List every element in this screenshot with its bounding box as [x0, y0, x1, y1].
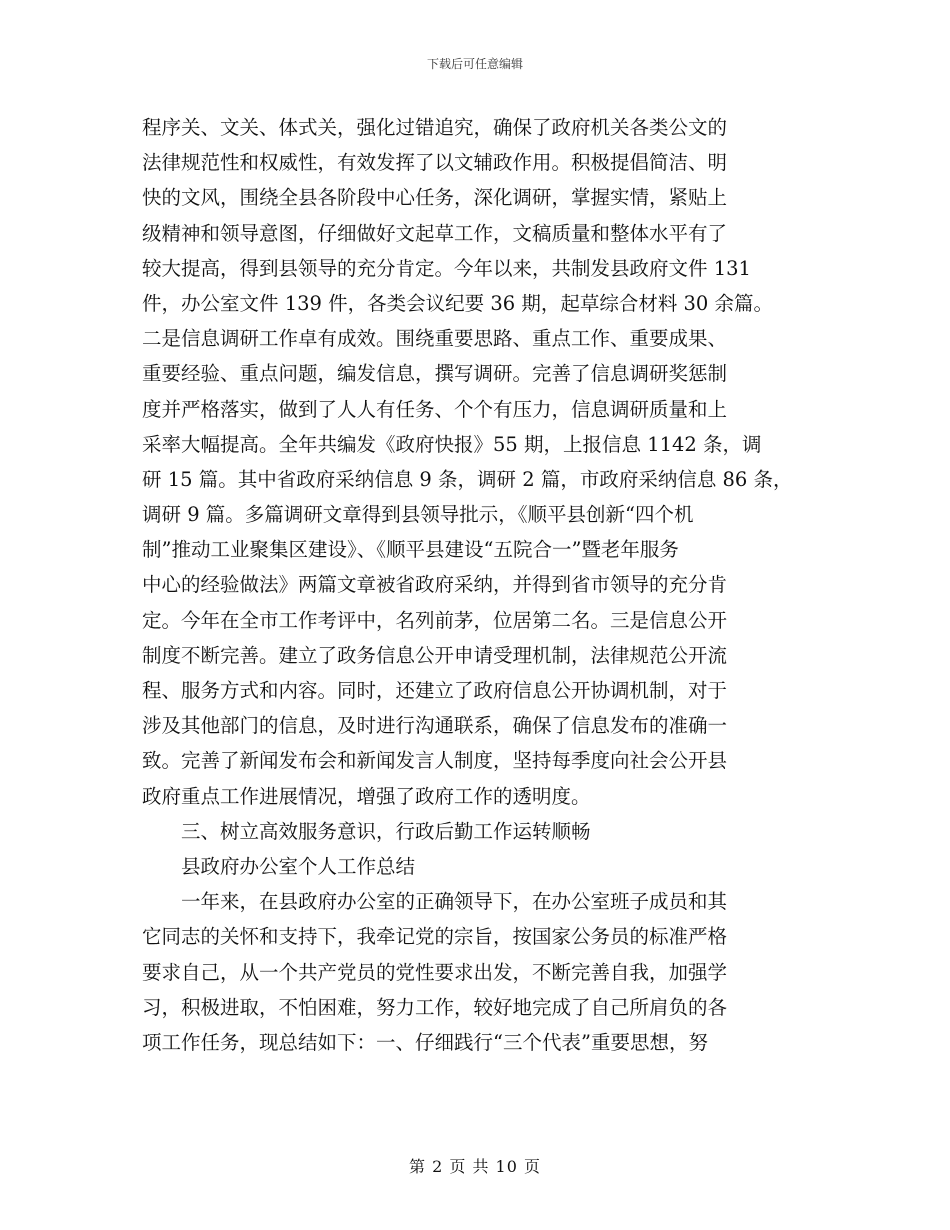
paragraph-line: 度并严格落实，做到了人人有任务、个个有压力，信息调研质量和上 [142, 397, 728, 421]
section-heading: 三、树立高效服务意识，行政后勤工作运转顺畅 [181, 819, 591, 843]
document-body [142, 110, 810, 1060]
paragraph-line: 制”推动工业聚集区建设》、《顺平县建设“五院合一”暨老年服务 [142, 538, 679, 562]
paragraph-line: 要求自己，从一个共产党员的党性要求出发，不断完善自我，加强学 [142, 960, 728, 984]
paragraph-line: 定。今年在全市工作考评中，名列前茅，位居第二名。三是信息公开 [142, 608, 728, 632]
paragraph-line: 程、服务方式和内容。同时，还建立了政府信息公开协调机制，对于 [142, 679, 728, 702]
paragraph-line: 采率大幅提高。全年共编发《政府快报》55 期，上报信息 1142 条，调 [142, 432, 762, 456]
paragraph-line: 研 15 篇。其中省政府采纳信息 9 条，调研 2 篇，市政府采纳信息 86 条， [142, 467, 793, 491]
paragraph-line: 中心的经验做法》两篇文章被省政府采纳，并得到省市领导的充分肯 [142, 573, 728, 597]
paragraph-line: 法律规范性和权威性，有效发挥了以文辅政作用。积极提倡简洁、明 [142, 151, 728, 175]
paragraph-line: 政府重点工作进展情况，增强了政府工作的透明度。 [142, 784, 591, 808]
paragraph-line: 较大提高，得到县领导的充分肯定。今年以来，共制发县政府文件 131 [142, 256, 751, 280]
paragraph-line: 它同志的关怀和支持下，我牵记党的宗旨，按国家公务员的标准严格 [142, 925, 728, 949]
paragraph-line: 重要经验、重点问题，编发信息，撰写调研。完善了信息调研奖惩制 [142, 362, 728, 386]
page-number-footer: 第 2 页 共 10 页 [409, 1157, 541, 1176]
paragraph-line: 级精神和领导意图，仔细做好文起草工作，文稿质量和整体水平有了 [142, 221, 728, 245]
paragraph-line: 涉及其他部门的信息，及时进行沟通联系，确保了信息发布的准确一 [142, 714, 728, 738]
paragraph-line: 致。完善了新闻发布会和新闻发言人制度，坚持每季度向社会公开县 [142, 749, 728, 773]
paragraph-line: 件，办公室文件 139 件，各类会议纪要 36 期，起草综合材料 30 余篇。 [142, 291, 774, 315]
paragraph-line: 快的文风，围绕全县各阶段中心任务，深化调研，掌握实情，紧贴上 [142, 186, 728, 210]
page-header: 下载后可任意编辑 [426, 57, 523, 71]
document-title: 县政府办公室个人工作总结 [181, 854, 416, 878]
paragraph-line: 调研 9 篇。多篇调研文章得到县领导批示，《顺平县创新“四个机 [142, 503, 694, 527]
paragraph-line: 程序关、文关、体式关，强化过错追究，确保了政府机关各类公文的 [142, 116, 728, 139]
paragraph-line: 二是信息调研工作卓有成效。围绕重要思路、重点工作、重要成果、 [142, 327, 728, 351]
paragraph-line: 项工作任务，现总结如下：一、仔细践行“三个代表”重要思想，努 [142, 1030, 708, 1054]
paragraph-line: 习，积极进取，不怕困难，努力工作，较好地完成了自己所肩负的各 [142, 995, 728, 1019]
paragraph-line: 一年来，在县政府办公室的正确领导下，在办公室班子成员和其 [142, 890, 728, 914]
paragraph-line: 制度不断完善。建立了政务信息公开申请受理机制，法律规范公开流 [142, 643, 728, 667]
